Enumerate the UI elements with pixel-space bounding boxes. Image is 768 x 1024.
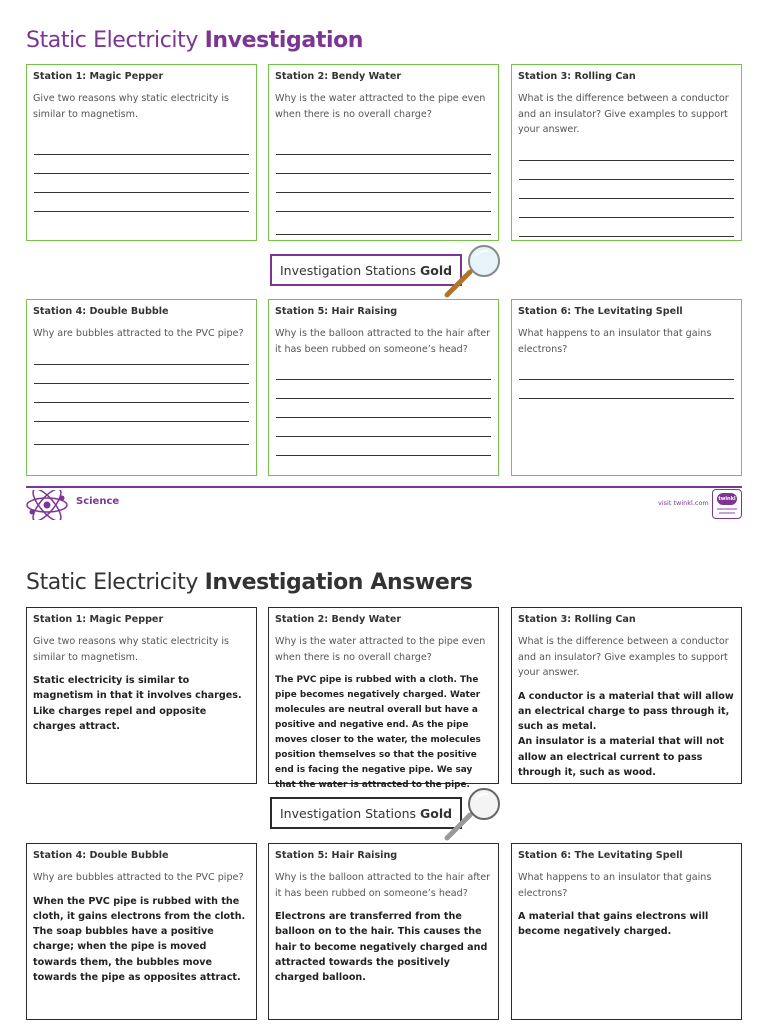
station-title: Station 3: Rolling Can xyxy=(518,71,636,82)
station-title: Station 5: Hair Raising xyxy=(275,306,398,317)
station-question: What is the difference between a conductor and an insulator? Give examples to support your answer. xyxy=(518,93,729,135)
answer-station-3-box xyxy=(511,607,742,784)
answer-lines[interactable] xyxy=(518,361,735,399)
banner-level: Gold xyxy=(420,263,453,278)
answer-lines[interactable] xyxy=(275,361,492,456)
answer-station-5-box xyxy=(268,843,499,1020)
station-question: What is the difference between a conductor and an insulator? Give examples to support your answer. xyxy=(518,636,729,678)
worksheet-title-light: Static Electricity xyxy=(26,28,198,53)
station-question: Why is the balloon attracted to the hair after it has been rubbed on someone’s head? xyxy=(275,328,491,355)
stations-banner xyxy=(270,254,462,286)
answers-title xyxy=(26,570,473,595)
answer-station-1-box xyxy=(26,607,257,784)
station-title: Station 4: Double Bubble xyxy=(33,306,169,317)
banner-text: Investigation Stations xyxy=(280,263,417,278)
answer-station-6-box xyxy=(511,843,742,1020)
station-title: Station 1: Magic Pepper xyxy=(33,614,164,625)
answers-stations-banner xyxy=(270,797,462,829)
station-6-box xyxy=(511,299,742,476)
footer-divider xyxy=(26,486,742,488)
station-answer: Electrons are transferred from the balloon on to the hair. This causes the hair to become negatively charged and attracted towards the positively charged balloon. xyxy=(275,911,488,984)
station-question: Why is the water attracted to the pipe even when there is no overall charge? xyxy=(275,636,486,663)
answer-station-4-box xyxy=(26,843,257,1020)
answer-lines[interactable] xyxy=(518,142,735,237)
banner-level: Gold xyxy=(420,806,453,821)
station-answer-2: An insulator is a material that will not allow an electrical current to pass through it, such as wood. xyxy=(518,736,724,778)
station-title: Station 6: The Levitating Spell xyxy=(518,850,683,861)
station-question: Why is the balloon attracted to the hair after it has been rubbed on someone’s head? xyxy=(275,872,491,899)
answer-lines[interactable] xyxy=(33,136,250,212)
answer-station-2-box xyxy=(268,607,499,790)
station-title: Station 2: Bendy Water xyxy=(275,71,402,82)
station-question: Why are bubbles attracted to the PVC pipe? xyxy=(33,328,244,339)
science-atom-icon xyxy=(24,490,70,520)
station-2-box xyxy=(268,64,499,241)
station-answer: A conductor is a material that will allow an electrical charge to pass through it, such as metal. xyxy=(518,690,734,733)
station-title: Station 3: Rolling Can xyxy=(518,614,636,625)
station-question: Give two reasons why static electricity is similar to magnetism. xyxy=(33,93,230,120)
station-answer: Static electricity is similar to magnetism in that it involves charges. Like charges repel and opposite charges attract. xyxy=(33,675,242,732)
twinkl-logo-text: twinkl xyxy=(717,493,737,505)
station-title: Station 1: Magic Pepper xyxy=(33,71,164,82)
station-5-box xyxy=(268,299,499,476)
station-question: What happens to an insulator that gains electrons? xyxy=(518,328,712,355)
banner-text: Investigation Stations xyxy=(280,806,417,821)
station-question: Why are bubbles attracted to the PVC pipe? xyxy=(33,872,244,883)
station-question: Why is the water attracted to the pipe even when there is no overall charge? xyxy=(275,93,486,120)
station-3-box xyxy=(511,64,742,241)
station-question: Give two reasons why static electricity is similar to magnetism. xyxy=(33,636,230,663)
answer-lines[interactable] xyxy=(275,136,492,235)
station-answer: The PVC pipe is rubbed with a cloth. The pipe becomes negatively charged. Water molecules are neutral overall but have a positive and negative end. As the pipe moves closer to the water, the molecules position themselves so that the positive end is facing the negative pipe. We say that the water is attracted to the pipe. xyxy=(275,675,481,790)
twinkl-logo-icon[interactable] xyxy=(712,489,742,519)
station-4-box xyxy=(26,299,257,476)
station-title: Station 4: Double Bubble xyxy=(33,850,169,861)
station-1-box xyxy=(26,64,257,241)
station-title: Station 2: Bendy Water xyxy=(275,614,402,625)
worksheet-title xyxy=(26,28,363,53)
answers-title-light: Static Electricity xyxy=(26,570,198,595)
magnifying-glass-icon xyxy=(442,242,506,300)
magnifying-glass-icon xyxy=(442,785,506,843)
station-answer: A material that gains electrons will become negatively charged. xyxy=(518,911,709,938)
station-title: Station 5: Hair Raising xyxy=(275,850,398,861)
station-question: What happens to an insulator that gains electrons? xyxy=(518,872,712,899)
footer-visit-link[interactable]: visit twinkl.com xyxy=(658,499,709,507)
footer-subject: Science xyxy=(76,496,120,507)
station-answer: When the PVC pipe is rubbed with the cloth, it gains electrons from the cloth. The soap bubbles have a positive charge; when the pipe is moved towards them, the bubbles move towards the pipe as opposites attract. xyxy=(33,895,246,983)
answer-lines[interactable] xyxy=(33,346,250,445)
worksheet-title-bold: Investigation xyxy=(204,28,364,53)
answers-title-bold: Investigation Answers xyxy=(204,570,473,595)
station-title: Station 6: The Levitating Spell xyxy=(518,306,683,317)
